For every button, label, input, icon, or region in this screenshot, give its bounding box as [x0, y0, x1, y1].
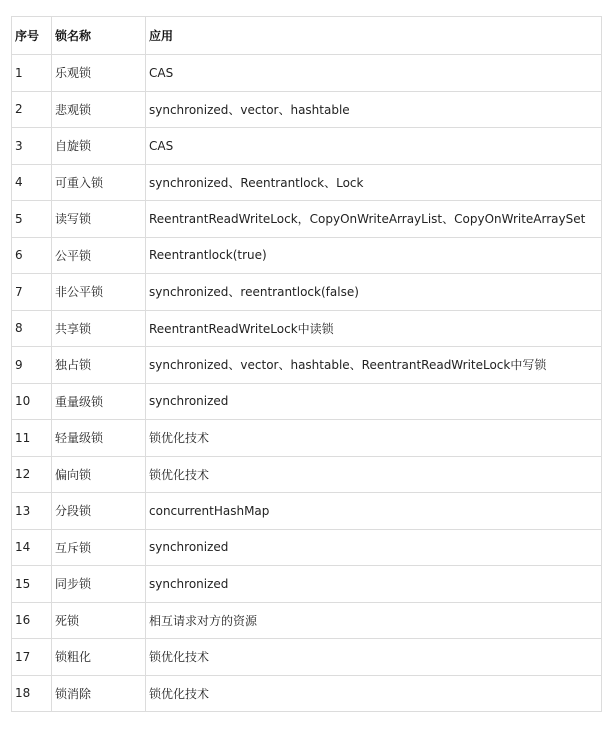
table-row [12, 91, 602, 128]
lock-name-cell: 锁消除 [52, 675, 146, 712]
application-cell: synchronized、Reentrantlock、Lock [146, 164, 602, 201]
application-cell: 锁优化技术 [146, 639, 602, 676]
application-cell: concurrentHashMap [146, 493, 602, 530]
table-body [12, 55, 602, 712]
lock-name-cell: 锁粗化 [52, 639, 146, 676]
lock-name-cell: 分段锁 [52, 493, 146, 530]
application-cell: 相互请求对方的资源 [146, 602, 602, 639]
table-row [12, 201, 602, 238]
application-cell: synchronized、reentrantlock(false) [146, 274, 602, 311]
lock-name-cell: 同步锁 [52, 566, 146, 603]
lock-table-container [11, 16, 602, 712]
lock-name-cell: 可重入锁 [52, 164, 146, 201]
table-row [12, 675, 602, 712]
header-lock-name: 锁名称 [52, 17, 146, 55]
row-number-cell: 4 [12, 164, 52, 201]
application-cell: synchronized [146, 383, 602, 420]
table-row [12, 493, 602, 530]
lock-name-cell: 非公平锁 [52, 274, 146, 311]
table-row [12, 602, 602, 639]
row-number-cell: 9 [12, 347, 52, 384]
table-row [12, 383, 602, 420]
application-cell: Reentrantlock(true) [146, 237, 602, 274]
header-row [12, 17, 602, 55]
row-number-cell: 7 [12, 274, 52, 311]
lock-name-cell: 轻量级锁 [52, 420, 146, 457]
header-application: 应用 [146, 17, 602, 55]
application-cell: synchronized [146, 566, 602, 603]
lock-name-cell: 读写锁 [52, 201, 146, 238]
lock-name-cell: 悲观锁 [52, 91, 146, 128]
table-row [12, 639, 602, 676]
lock-name-cell: 偏向锁 [52, 456, 146, 493]
row-number-cell: 3 [12, 128, 52, 165]
row-number-cell: 14 [12, 529, 52, 566]
row-number-cell: 12 [12, 456, 52, 493]
row-number-cell: 6 [12, 237, 52, 274]
row-number-cell: 8 [12, 310, 52, 347]
application-cell: synchronized、vector、hashtable、ReentrantReadWriteLock中写锁 [146, 347, 602, 384]
row-number-cell: 17 [12, 639, 52, 676]
lock-name-cell: 乐观锁 [52, 55, 146, 92]
table-row [12, 529, 602, 566]
lock-name-cell: 公平锁 [52, 237, 146, 274]
application-cell: CAS [146, 55, 602, 92]
table-row [12, 566, 602, 603]
application-cell: synchronized [146, 529, 602, 566]
row-number-cell: 16 [12, 602, 52, 639]
lock-name-cell: 自旋锁 [52, 128, 146, 165]
row-number-cell: 1 [12, 55, 52, 92]
table-row [12, 237, 602, 274]
header-no: 序号 [12, 17, 52, 55]
table-header [12, 17, 602, 55]
application-cell: ReentrantReadWriteLock，CopyOnWriteArrayList、CopyOnWriteArraySet [146, 201, 602, 238]
table-row [12, 347, 602, 384]
row-number-cell: 2 [12, 91, 52, 128]
table-row [12, 128, 602, 165]
row-number-cell: 13 [12, 493, 52, 530]
lock-name-cell: 独占锁 [52, 347, 146, 384]
row-number-cell: 11 [12, 420, 52, 457]
table-row [12, 274, 602, 311]
lock-name-cell: 重量级锁 [52, 383, 146, 420]
table-row [12, 310, 602, 347]
table-row [12, 456, 602, 493]
lock-name-cell: 共享锁 [52, 310, 146, 347]
application-cell: 锁优化技术 [146, 675, 602, 712]
application-cell: CAS [146, 128, 602, 165]
lock-name-cell: 互斥锁 [52, 529, 146, 566]
row-number-cell: 18 [12, 675, 52, 712]
application-cell: 锁优化技术 [146, 420, 602, 457]
lock-table [11, 16, 602, 712]
application-cell: 锁优化技术 [146, 456, 602, 493]
table-row [12, 164, 602, 201]
table-row [12, 55, 602, 92]
application-cell: ReentrantReadWriteLock中读锁 [146, 310, 602, 347]
row-number-cell: 5 [12, 201, 52, 238]
row-number-cell: 10 [12, 383, 52, 420]
table-row [12, 420, 602, 457]
lock-name-cell: 死锁 [52, 602, 146, 639]
row-number-cell: 15 [12, 566, 52, 603]
application-cell: synchronized、vector、hashtable [146, 91, 602, 128]
